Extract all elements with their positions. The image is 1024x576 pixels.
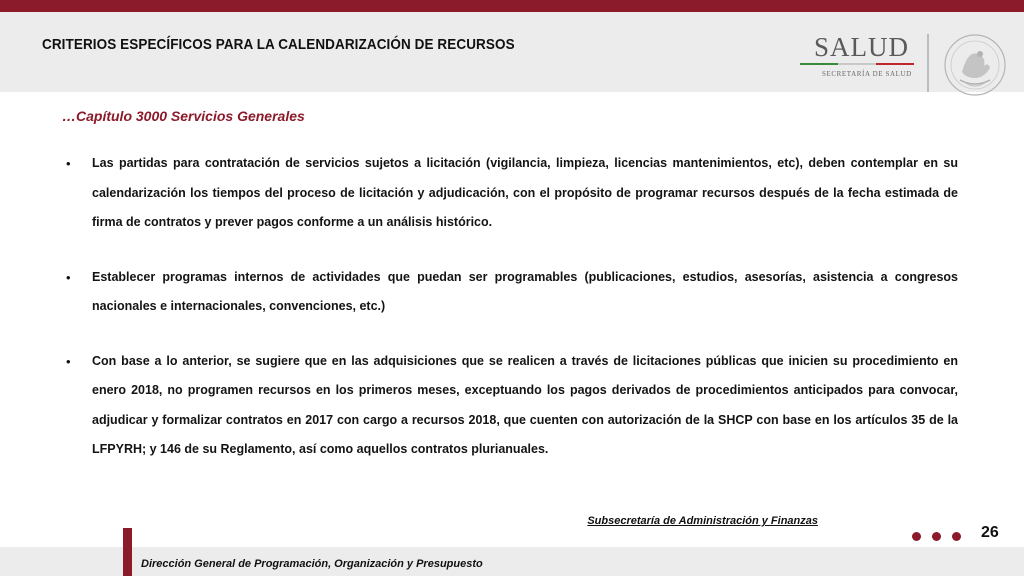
logo-flag-lines xyxy=(800,63,914,69)
logo-wordmark: SALUD xyxy=(814,32,910,62)
logo-subtitle: SECRETARÍA DE SALUD xyxy=(822,70,912,78)
page-number: 26 xyxy=(981,524,999,541)
bullet-list xyxy=(66,149,958,490)
top-accent-bar xyxy=(0,0,1024,12)
section-heading: …Capítulo 3000 Servicios Generales xyxy=(62,108,305,124)
subsecretaria-label: Subsecretaría de Administración y Finanzas xyxy=(587,515,818,527)
footer-direccion: Dirección General de Programación, Organización y Presupuesto xyxy=(141,558,483,570)
bullet-marker: • xyxy=(66,269,71,285)
bullet-marker: • xyxy=(66,156,71,171)
mexico-coat-of-arms-icon xyxy=(940,32,1010,98)
page-title: CRITERIOS ESPECÍFICOS PARA LA CALENDARIZACIÓN DE RECURSOS xyxy=(42,36,515,53)
logo-divider xyxy=(927,34,929,92)
ellipsis-dots-icon xyxy=(912,532,972,544)
footer-accent xyxy=(123,528,132,576)
list-item xyxy=(66,149,958,238)
list-item xyxy=(66,263,958,322)
bullet-text: Establecer programas internos de actividades que puedan ser programables (publicaciones, estudios, asesorías, asistencia a congresos nacionales e internacionales, convenciones, etc.) xyxy=(92,269,958,313)
list-item xyxy=(66,347,958,465)
salud-logo xyxy=(800,30,922,88)
bullet-text: Las partidas para contratación de servicios sujetos a licitación (vigilancia, limpieza, licencias mantenimientos, etc), deben contemplar en su calendarización los tiempos del proceso de licitación y adjudicación, con el propósito de programar recursos después de la fecha estimada de firma de contratos y prever pagos conforme a un análisis histórico. xyxy=(92,156,958,229)
header xyxy=(0,12,1024,92)
bullet-marker: • xyxy=(66,353,71,369)
bullet-text: Con base a lo anterior, se sugiere que en las adquisiciones que se realicen a través de licitaciones públicas que inicien su procedimiento en enero 2018, no programen recursos en los primeros meses, exceptuando los pagos derivados de procedimientos anticipados para convocar, adjudicar y formalizar contratos en 2017 con cargo a recursos 2018, que cuenten con autorización de la SHCP con base en los artículos 35 de la LFPYRH; y 146 de su Reglamento, así como aquellos contratos plurianuales. xyxy=(92,353,958,456)
